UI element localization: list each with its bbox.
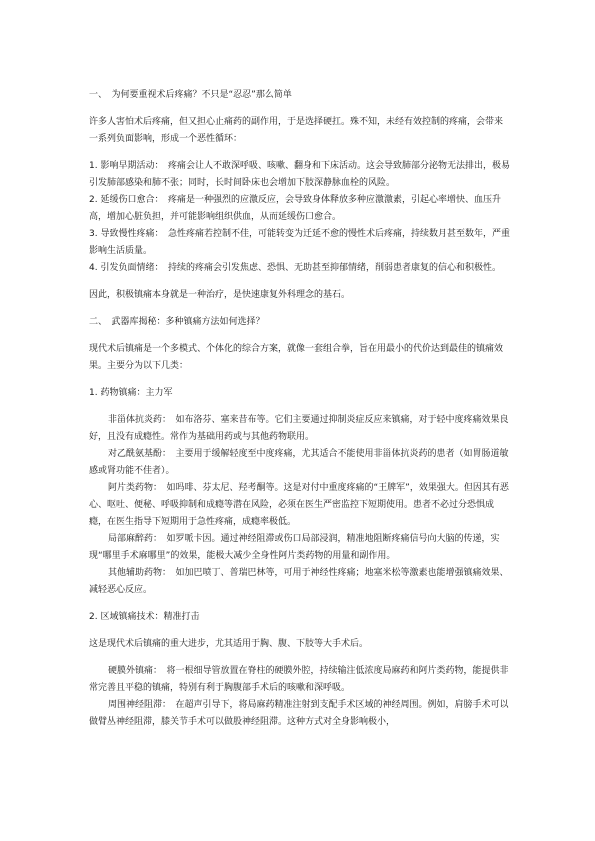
section-heading-2: 二、 武器库揭秘：多种镇痛方法如何选择？ [89, 317, 265, 327]
drug-item: 对乙酰氨基酚： 主要用于缓解轻度至中度疼痛，尤其适合不能使用非甾体抗炎药的患者（如胃肠道敏感或肾功能不佳者）。 [89, 449, 509, 476]
drug-item: 其他辅助药物： 如加巴喷丁、普瑞巴林等，可用于神经性疼痛；地塞米松等激素也能增强镇痛效果、减轻恶心反应。 [89, 568, 509, 595]
regional-item: 周围神经阻滞： 在超声引导下，将局麻药精准注射到支配手术区域的神经周围。例如，肩膀手术可以做臂丛神经阻滞，膝关节手术可以做股神经阻滞。这种方式对全身影响极小， [89, 700, 509, 727]
subheading-drugs: 1. 药物镇痛：主力军 [89, 388, 173, 398]
regional-list [89, 663, 511, 731]
list-item: 2. 延缓伤口愈合： 疼痛是一种强烈的应激反应，会导致身体释放多种应激激素，引起心率增快、血压升高，增加心脏负担，并可能影响组织供血，从而延缓伤口愈合。 [89, 195, 501, 222]
subheading-regional: 2. 区域镇痛技术：精准打击 [89, 612, 200, 622]
drug-item: 阿片类药物： 如吗啡、芬太尼、羟考酮等。这是对付中重度疼痛的“王牌军”，效果强大。但因其有恶心、呕吐、便秘、呼吸抑制和成瘾等潜在风险，必须在医生严密监控下短期使用。患者不必过分恐惧成瘾，在医生指导下短期用于急性疼痛，成瘾率极低。 [89, 483, 509, 527]
section-heading-1: 一、 为何要重视术后疼痛？不只是“忍忍”那么简单 [89, 90, 292, 100]
paragraph-intro-3: 这是现代术后镇痛的重大进步，尤其适用于胸、腹、下肢等大手术后。 [89, 639, 369, 649]
paragraph-intro-2: 现代术后镇痛是一个多模式、个体化的综合方案，就像一套组合拳，旨在用最小的代价达到最佳的镇痛效果。主要分为以下几类： [89, 344, 504, 371]
regional-item: 硬膜外镇痛： 将一根细导管放置在脊柱的硬膜外腔，持续输注低浓度局麻药和阿片类药物，能提供非常完善且平稳的镇痛，特别有利于胸腹部手术后的咳嗽和深呼吸。 [89, 666, 509, 693]
drug-list [89, 412, 511, 599]
drug-item: 非甾体抗炎药： 如布洛芬、塞来昔布等。它们主要通过抑制炎症反应来镇痛，对于轻中度疼痛效果良好，且没有成瘾性。常作为基础用药或与其他药物联用。 [89, 415, 509, 442]
consequence-list [89, 158, 511, 277]
list-item: 1. 影响早期活动： 疼痛会让人不敢深呼吸、咳嗽、翻身和下床活动。这会导致肺部分泌物无法排出，极易引发肺部感染和肺不张；同时，长时间卧床也会增加下肢深静脉血栓的风险。 [89, 161, 510, 188]
paragraph-intro: 许多人害怕术后疼痛，但又担心止痛药的副作用，于是选择硬扛。殊不知，未经有效控制的疼痛，会带来一系列负面影响，形成一个恶性循环： [89, 117, 504, 144]
list-item: 3. 导致慢性疼痛： 急性疼痛若控制不佳，可能转变为迁延不愈的慢性术后疼痛，持续数月甚至数年，严重影响生活质量。 [89, 229, 510, 256]
paragraph-conclusion: 因此，积极镇痛本身就是一种治疗，是快速康复外科理念的基石。 [89, 290, 351, 300]
list-item: 4. 引发负面情绪： 持续的疼痛会引发焦虑、恐惧、无助甚至抑郁情绪，削弱患者康复的信心和积极性。 [89, 263, 501, 273]
drug-item: 局部麻醉药： 如罗哌卡因。通过神经阻滞或伤口局部浸润，精准地阻断疼痛信号向大脑的传递，实现“哪里手术麻哪里”的效果，能极大减少全身性阿片类药物的用量和副作用。 [89, 534, 500, 561]
